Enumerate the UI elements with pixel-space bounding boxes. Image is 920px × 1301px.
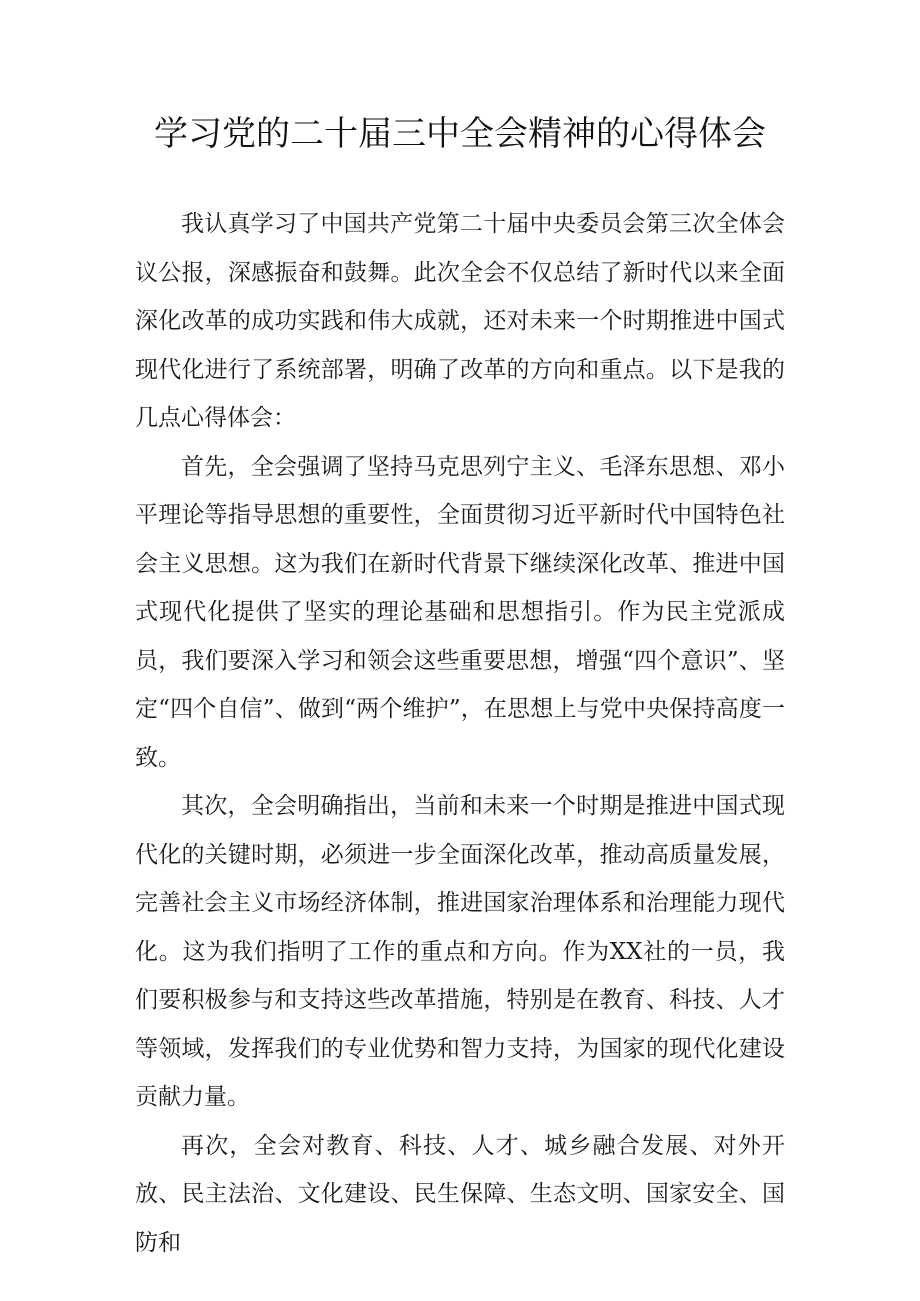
paragraph-third: 再次，全会对教育、科技、人才、城乡融合发展、对外开放、民主法治、文化建设、民生保障、生态文明、国家安全、国防和 <box>135 1132 785 1256</box>
paragraph-intro: 我认真学习了中国共产党第二十届中央委员会第三次全体会议公报，深感振奋和鼓舞。此次全会不仅总结了新时代以来全面深化改革的成功实践和伟大成就，还对未来一个时期推进中国式现代化进行了系统部署，明确了改革的方向和重点。以下是我的几点心得体会： <box>135 211 785 431</box>
document-title: 学习党的二十届三中全会精神的心得体会 <box>154 114 766 154</box>
paragraph-second: 其次，全会明确指出，当前和未来一个时期是推进中国式现代化的关键时期，必须进一步全面深化改革，推动高质量发展，完善社会主义市场经济体制，推进国家治理体系和治理能力现代化。这为我们指明了工作的重点和方向。作为XX社的一员，我们要积极参与和支持这些改革措施，特别是在教育、科技、人才等领域，发挥我们的专业优势和智力支持，为国家的现代化建设贡献力量。 <box>135 793 785 1110</box>
paragraph-first: 首先，全会强调了坚持马克思列宁主义、毛泽东思想、邓小平理论等指导思想的重要性，全面贯彻习近平新时代中国特色社会主义思想。这为我们在新时代背景下继续深化改革、推进中国式现代化提供了坚实的理论基础和思想指引。作为民主党派成员，我们要深入学习和领会这些重要思想，增强“四个意识”、坚定“四个自信”、做到“两个维护”，在思想上与党中央保持高度一致。 <box>135 453 785 771</box>
document-body <box>135 200 785 1267</box>
